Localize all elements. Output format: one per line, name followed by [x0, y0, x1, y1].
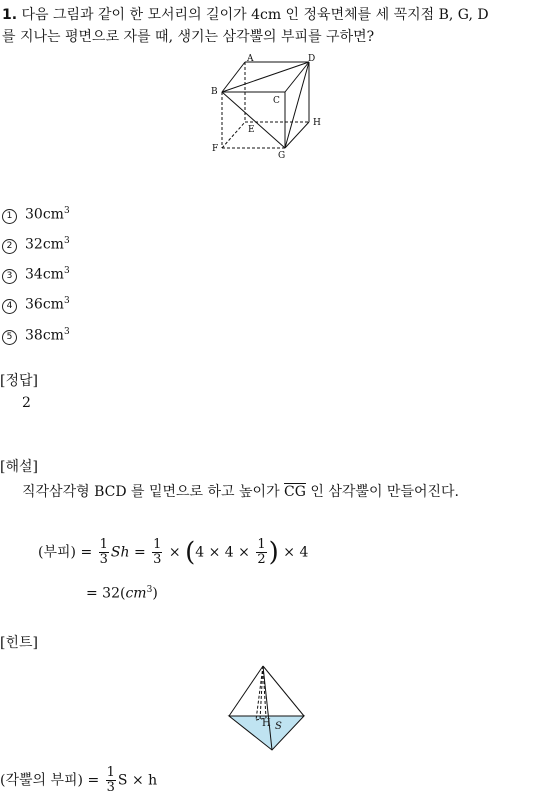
option-5[interactable]: 5 $38cm^3$	[2, 327, 70, 345]
option-marker: 4	[2, 299, 17, 314]
label-g: G	[278, 151, 286, 161]
label-h-hint: H	[262, 718, 271, 729]
label-h: H	[313, 118, 321, 128]
pyramid-figure	[226, 662, 308, 754]
fraction-one-third: $\frac{1}{3}$	[153, 537, 162, 567]
fraction-one-third: $\frac{1}{3}$	[99, 537, 108, 567]
answer-heading: [정답]	[0, 373, 38, 389]
edge-bd	[222, 62, 309, 92]
cube-figure	[205, 52, 335, 164]
edge-fe	[222, 122, 245, 148]
option-4[interactable]: 4 $36cm^3$	[2, 296, 70, 314]
volume-formula: (부피) = $\frac{1}{3}$ Sh = $\frac{1}{3}$ × (4 × 4 × $\frac{1}{2}$ ) × 4	[38, 537, 309, 568]
hint-heading: [힌트]	[0, 635, 38, 651]
option-1[interactable]: 1 $30cm^3$	[2, 206, 70, 224]
segment-cg: $\overline{CG}$	[284, 484, 306, 500]
question-line-2	[2, 26, 374, 46]
option-marker: 5	[2, 330, 17, 345]
explanation-heading: [해설]	[0, 459, 38, 475]
label-s-hint: S	[275, 721, 282, 732]
label-c: C	[273, 96, 280, 106]
fraction-one-half: $\frac{1}{2}$	[257, 537, 266, 567]
option-marker: 3	[2, 269, 17, 284]
label-d: D	[308, 54, 316, 64]
question-text-2: 를 지나는 평면으로 자를 때, 생기는 삼각뿔의 부피를 구하면?	[2, 29, 375, 45]
option-3[interactable]: 3 $34cm^3$	[2, 266, 70, 284]
edge-ba	[222, 62, 245, 92]
option-2[interactable]: 2 $32cm^3$	[2, 236, 70, 254]
option-marker: 1	[2, 209, 17, 224]
label-e: E	[248, 125, 255, 135]
fraction-one-third: $\frac{1}{3}$	[106, 765, 115, 795]
explanation-text: 직각삼각형 BCD 를 밑면으로 하고 높이가 $\overline{CG}$ 인 삼각뿔이 만들어진다.	[22, 484, 459, 500]
volume-result: = $32(cm^3)$	[86, 585, 158, 602]
question-text-1: 다음 그림과 같이 한 모서리의 길이가 4cm 인 정육면체를 세 꼭지점 B, G, D	[21, 7, 489, 23]
label-a: A	[247, 54, 254, 64]
question-number: 1.	[2, 7, 18, 23]
hint-formula: (각뿔의 부피) = $\frac{1}{3}$ S × h	[0, 765, 158, 795]
option-marker: 2	[2, 239, 17, 254]
label-f: F	[212, 144, 219, 154]
question-line-1	[2, 4, 489, 24]
answer-value: 2	[22, 395, 31, 411]
label-b: B	[211, 87, 218, 97]
